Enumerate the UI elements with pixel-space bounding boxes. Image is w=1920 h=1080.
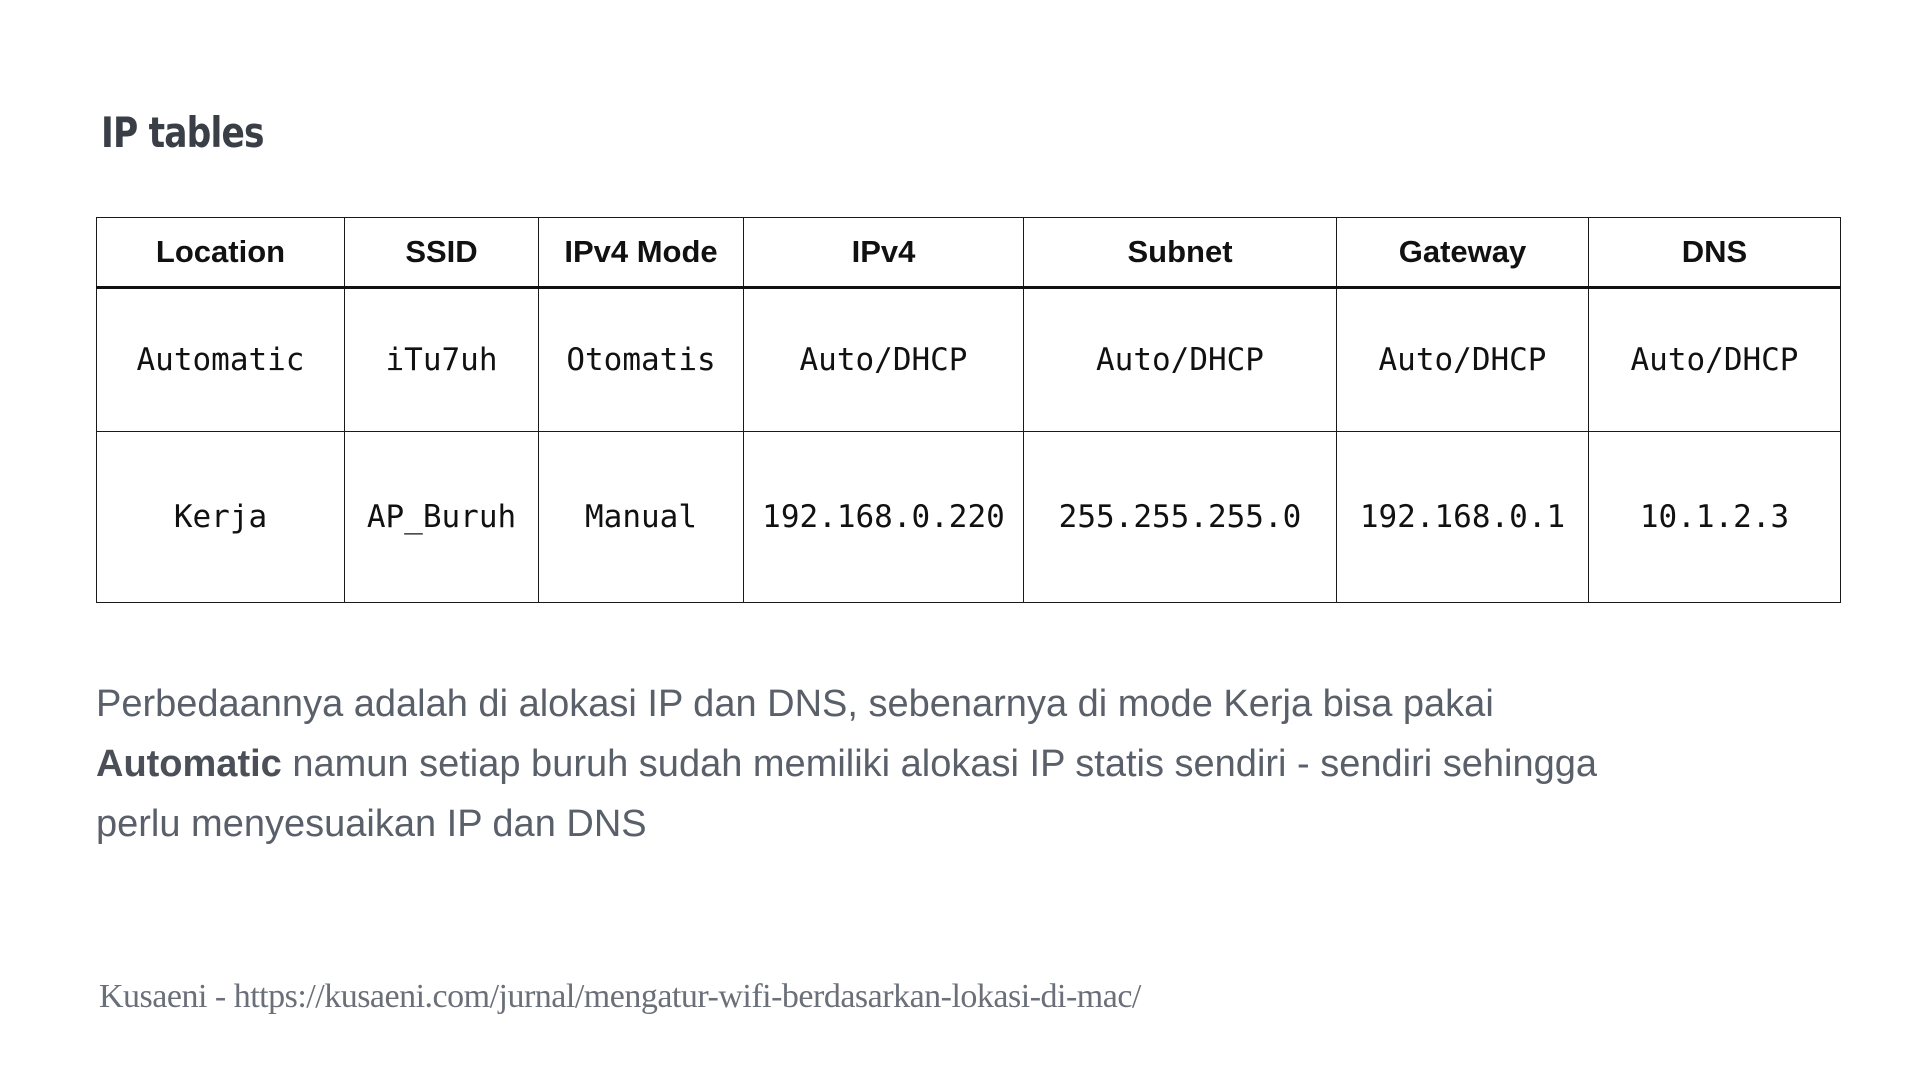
cell-dns: 10.1.2.3	[1589, 432, 1841, 603]
header-ssid: SSID	[345, 218, 539, 288]
header-ipv4: IPv4	[744, 218, 1024, 288]
table-header-row	[97, 218, 1841, 288]
cell-gateway: Auto/DHCP	[1337, 288, 1589, 432]
cell-location: Kerja	[97, 432, 345, 603]
table-row	[97, 288, 1841, 432]
cell-ssid: AP_Buruh	[345, 432, 539, 603]
page-title: IP tables	[101, 108, 264, 157]
source-footer: Kusaeni - https://kusaeni.com/jurnal/mengatur-wifi-berdasarkan-lokasi-di-mac/	[99, 978, 1141, 1015]
description-paragraph	[96, 674, 1816, 854]
table-row	[97, 432, 1841, 603]
description-bold-term: Automatic	[96, 743, 282, 785]
cell-gateway: 192.168.0.1	[1337, 432, 1589, 603]
cell-ssid: iTu7uh	[345, 288, 539, 432]
ip-table	[96, 217, 1841, 603]
description-line-1: Perbedaannya adalah di alokasi IP dan DNS, sebenarnya di mode Kerja bisa pakai	[96, 683, 1494, 725]
cell-subnet: Auto/DHCP	[1024, 288, 1337, 432]
cell-ipv4: 192.168.0.220	[744, 432, 1024, 603]
cell-location: Automatic	[97, 288, 345, 432]
cell-ipv4: Auto/DHCP	[744, 288, 1024, 432]
cell-dns: Auto/DHCP	[1589, 288, 1841, 432]
cell-ipv4-mode: Manual	[539, 432, 744, 603]
header-dns: DNS	[1589, 218, 1841, 288]
description-line-2: namun setiap buruh sudah memiliki alokasi IP statis sendiri - sendiri sehingga	[281, 743, 1597, 785]
cell-subnet: 255.255.255.0	[1024, 432, 1337, 603]
header-gateway: Gateway	[1337, 218, 1589, 288]
cell-ipv4-mode: Otomatis	[539, 288, 744, 432]
description-line-3: perlu menyesuaikan IP dan DNS	[96, 803, 647, 845]
header-location: Location	[97, 218, 345, 288]
header-ipv4-mode: IPv4 Mode	[539, 218, 744, 288]
ip-table-container	[96, 217, 1840, 603]
header-subnet: Subnet	[1024, 218, 1337, 288]
